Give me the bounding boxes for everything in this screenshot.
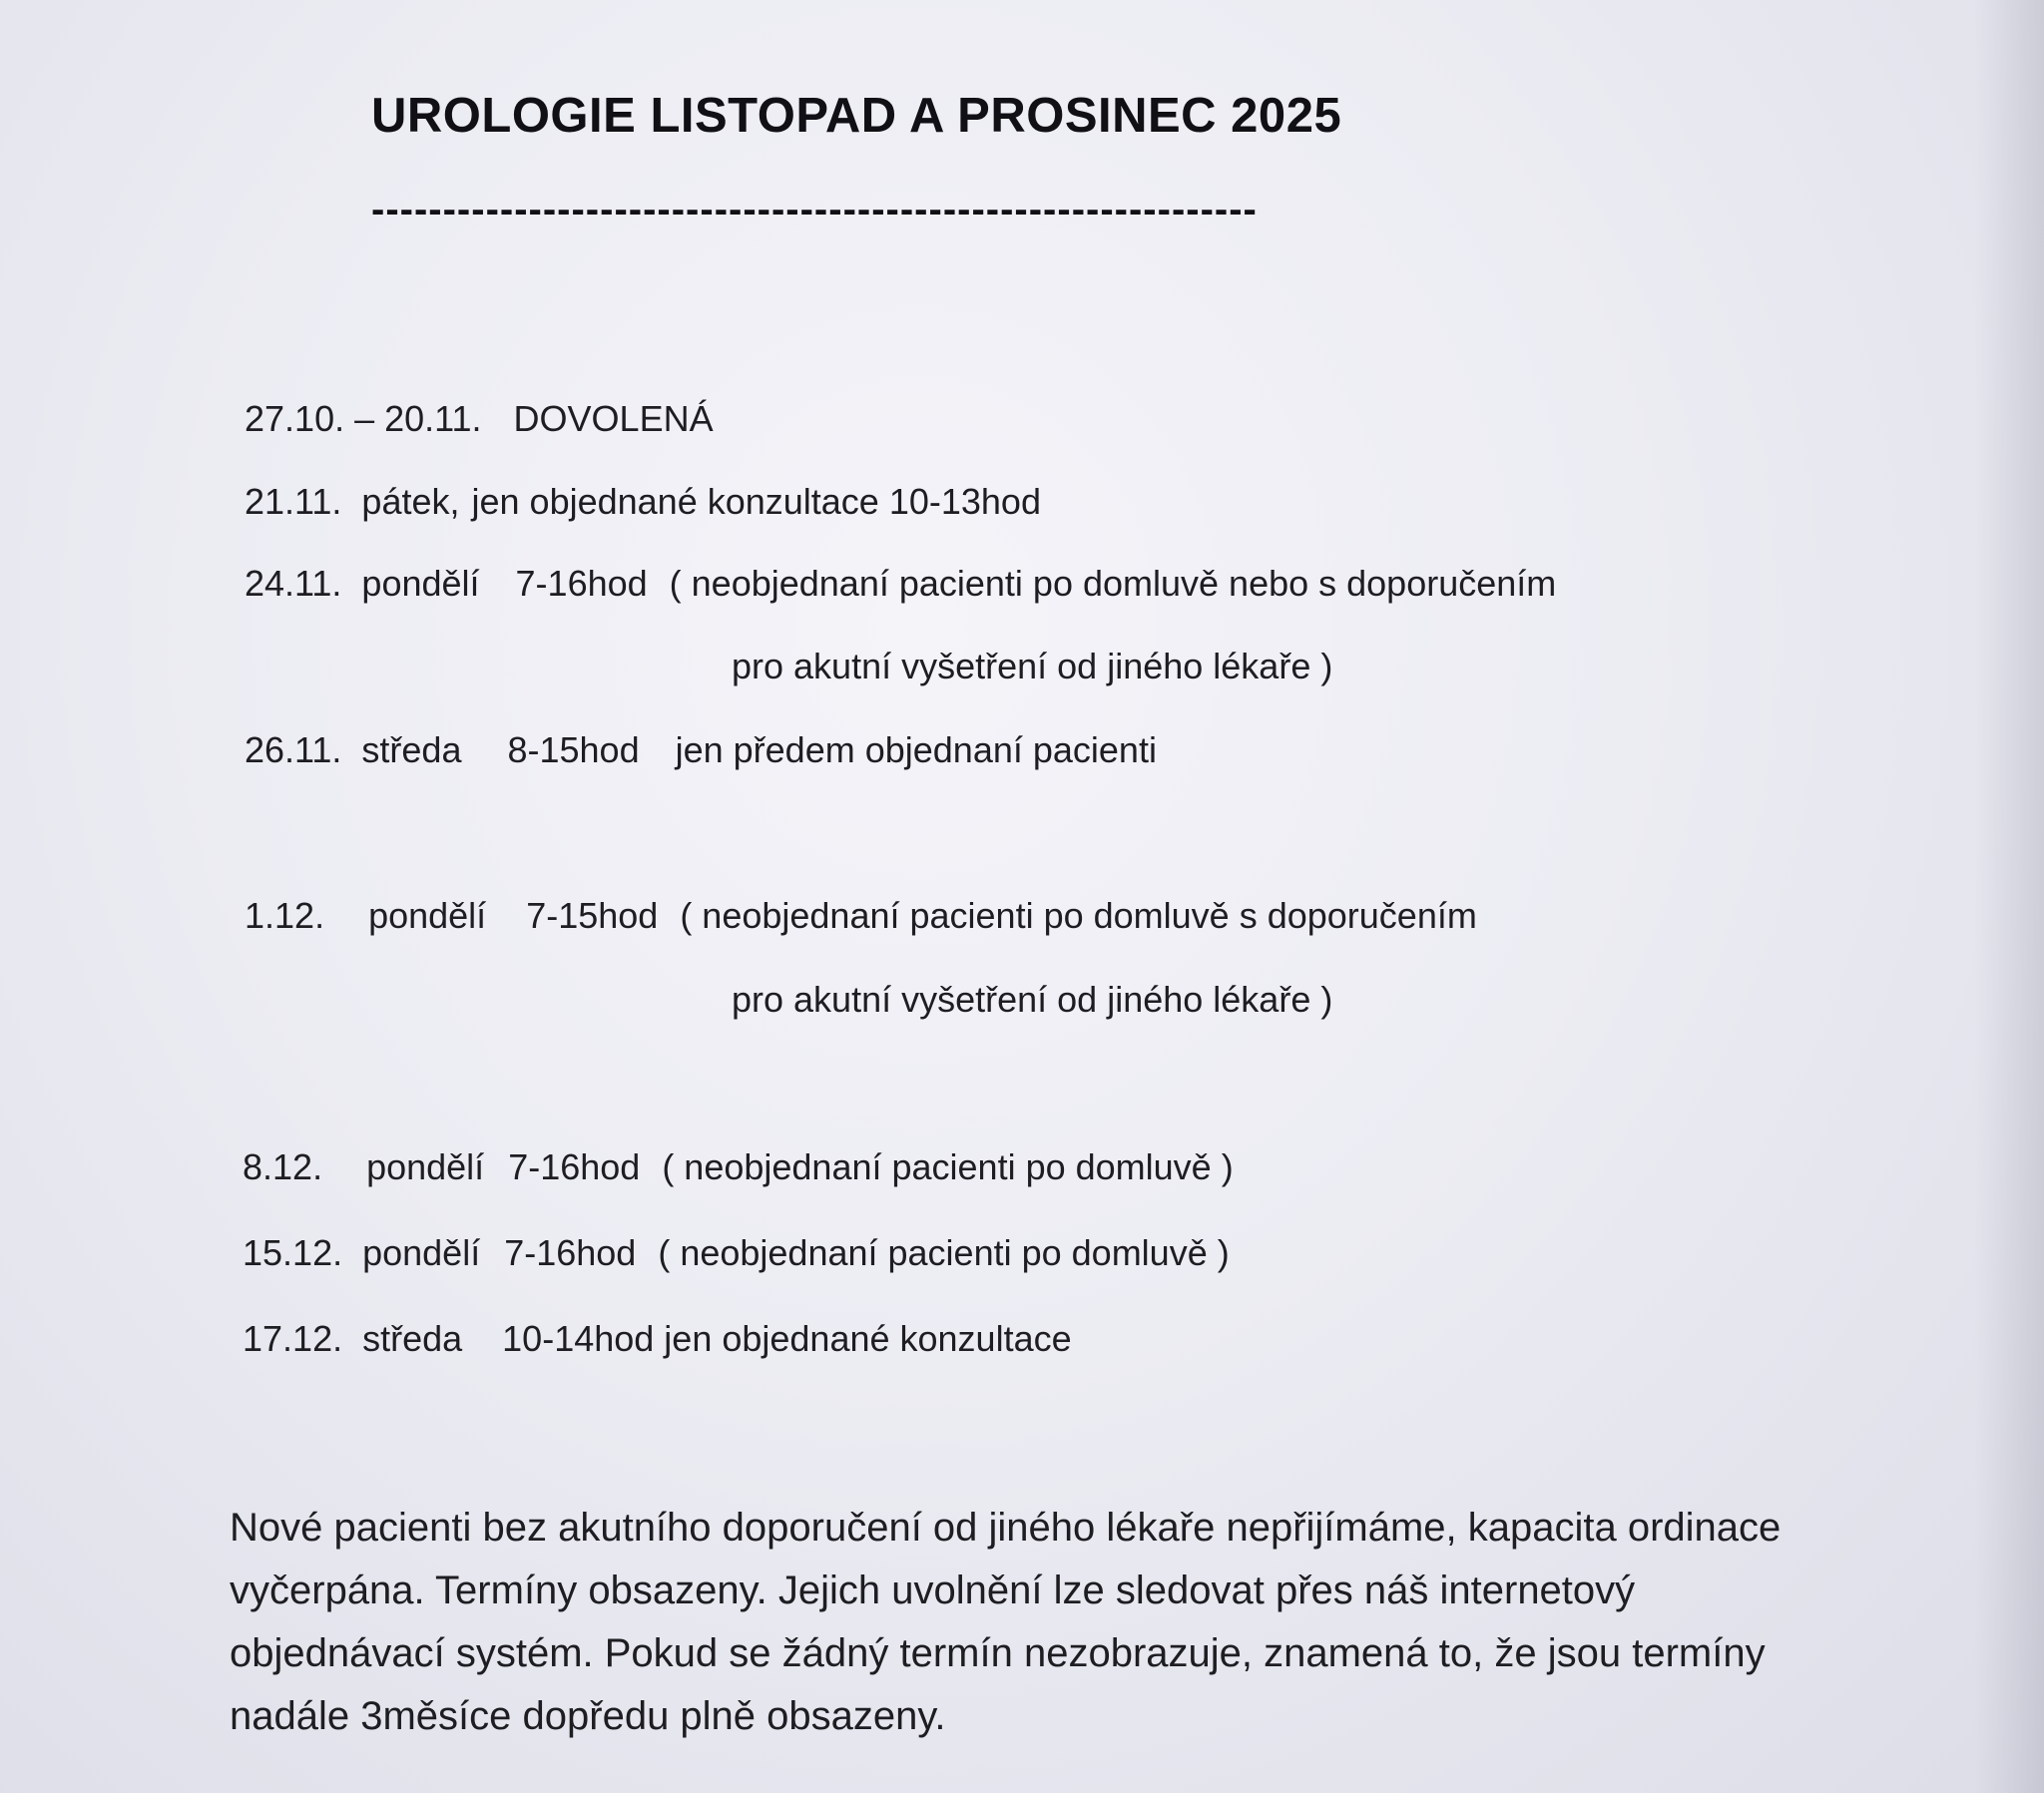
schedule-date: 8.12. [243, 1146, 323, 1187]
schedule-date: 15.12. [243, 1232, 343, 1273]
schedule-hours: 7-15hod [526, 895, 659, 936]
schedule-day: pondělí [361, 563, 480, 604]
schedule-row [245, 397, 714, 440]
schedule-row [243, 1317, 1072, 1360]
schedule-hours: 7-16hod [508, 1146, 641, 1187]
schedule-note: ( neobjednaní pacienti po domluvě s doporučením [680, 895, 1477, 936]
continuation-text: pro akutní vyšetření od jiného lékaře ) [732, 979, 1333, 1020]
schedule-note: ( neobjednaní pacienti po domluvě nebo s doporučením [669, 563, 1557, 604]
schedule-date: 24.11. [245, 563, 342, 604]
footer-line: vyčerpána. Termíny obsazeny. Jejich uvolnění lze sledovat přes náš internetový [230, 1569, 1636, 1612]
footer-line: Nové pacienti bez akutního doporučení od jiného lékaře nepřijímáme, kapacita ordinace [230, 1506, 1782, 1550]
footer-line: nadále 3měsíce dopředu plně obsazeny. [230, 1694, 946, 1738]
schedule-continuation [732, 978, 1332, 1021]
footer-line: objednávací systém. Pokud se žádný termín nezobrazuje, znamená to, že jsou termíny [230, 1631, 1766, 1675]
schedule-hours: 7-16hod [504, 1232, 637, 1273]
document-title: UROLOGIE LISTOPAD A PROSINEC 2025 [371, 89, 1342, 143]
schedule-row [243, 1145, 1234, 1188]
continuation-text: pro akutní vyšetření od jiného lékaře ) [732, 646, 1333, 686]
schedule-row [245, 562, 1556, 605]
schedule-hours: 10-14hod [502, 1318, 655, 1359]
schedule-day: pondělí [362, 1232, 481, 1273]
schedule-hours: 7-16hod [515, 563, 648, 604]
schedule-day: středa [361, 729, 462, 770]
schedule-date: 26.11. [245, 729, 342, 770]
schedule-note: jen objednané konzultace 10-13hod [471, 481, 1041, 522]
paper-edge-shadow [1974, 0, 2044, 1793]
schedule-note: ( neobjednaní pacienti po domluvě ) [658, 1232, 1230, 1273]
footer-notice [230, 1497, 1906, 1748]
schedule-date: 1.12. [245, 895, 325, 936]
schedule-date: 27.10. – 20.11. [245, 398, 482, 439]
title-divider: -------------------------------------------------------------- [371, 188, 1258, 231]
schedule-continuation [732, 645, 1332, 687]
schedule-row [243, 1231, 1230, 1274]
schedule-day: pondělí [366, 1146, 485, 1187]
schedule-hours: 8-15hod [507, 729, 640, 770]
schedule-date: 21.11. [245, 481, 342, 522]
schedule-day: pátek, [361, 481, 460, 522]
schedule-note: ( neobjednaní pacienti po domluvě ) [662, 1146, 1234, 1187]
schedule-row [245, 728, 1157, 771]
schedule-note: jen předem objednaní pacienti [675, 729, 1157, 770]
schedule-note: DOVOLENÁ [513, 398, 714, 439]
schedule-row [245, 894, 1477, 937]
schedule-day: středa [362, 1318, 463, 1359]
schedule-note: jen objednané konzultace [664, 1318, 1072, 1359]
schedule-date: 17.12. [243, 1318, 343, 1359]
schedule-row [245, 480, 1041, 523]
schedule-day: pondělí [368, 895, 487, 936]
